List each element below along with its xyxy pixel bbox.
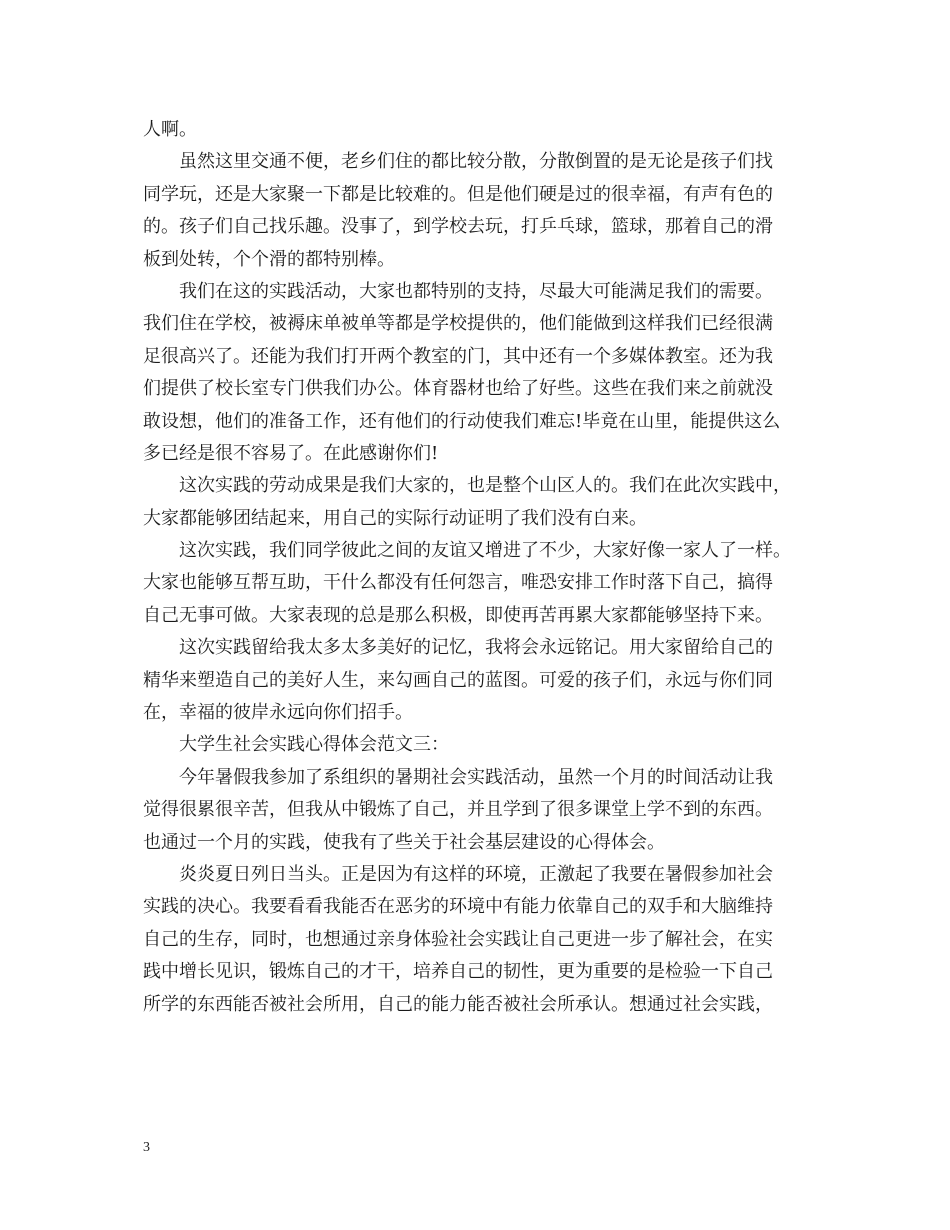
text-line: 的。孩子们自己找乐趣。没事了，到学校去玩，打乒乓球，篮球，那着自己的滑 bbox=[143, 216, 773, 238]
text-line: 觉得很累很辛苦，但我从中锻炼了自己，并且学到了很多课堂上学不到的东西。 bbox=[143, 799, 773, 821]
text-line: 多已经是很不容易了。在此感谢你们! bbox=[143, 442, 439, 464]
text-line: 我们住在学校，被褥床单被单等都是学校提供的，他们能做到这样我们已经很满 bbox=[143, 313, 773, 335]
text-line: 大家也能够互帮互助，干什么都没有任何怨言，唯恐安排工作时落下自己，搞得 bbox=[143, 572, 773, 594]
text-line: 这次实践，我们同学彼此之间的友谊又增进了不少，大家好像一家人了一样。 bbox=[179, 540, 791, 562]
text-line: 今年暑假我参加了系组织的暑期社会实践活动，虽然一个月的时间活动让我 bbox=[179, 766, 773, 788]
text-line: 大学生社会实践心得体会范文三： bbox=[179, 734, 449, 756]
text-line: 这次实践留给我太多太多美好的记忆，我将会永远铭记。用大家留给自己的 bbox=[179, 637, 773, 659]
body-text bbox=[143, 114, 823, 1021]
text-line: 践中增长见识，锻炼自己的才干，培养自己的韧性，更为重要的是检验一下自己 bbox=[143, 961, 773, 983]
text-line: 足很高兴了。还能为我们打开两个教室的门，其中还有一个多媒体教室。还为我 bbox=[143, 345, 773, 367]
text-line: 同学玩，还是大家聚一下都是比较难的。但是他们硬是过的很幸福，有声有色的 bbox=[143, 183, 773, 205]
text-line: 大家都能够团结起来，用自己的实际行动证明了我们没有白来。 bbox=[143, 507, 647, 529]
text-line: 板到处转，个个滑的都特别棒。 bbox=[143, 248, 395, 270]
text-line: 自己的生存，同时，也想通过亲身体验社会实践让自己更进一步了解社会，在实 bbox=[143, 928, 773, 950]
text-line: 这次实践的劳动成果是我们大家的，也是整个山区人的。我们在此次实践中， bbox=[179, 475, 791, 497]
text-line: 虽然这里交通不便，老乡们住的都比较分散，分散倒置的是无论是孩子们找 bbox=[179, 151, 773, 173]
text-line: 实践的决心。我要看看我能否在恶劣的环境中有能力依靠自己的双手和大脑维持 bbox=[143, 896, 773, 918]
text-line: 敢设想，他们的准备工作，还有他们的行动使我们难忘!毕竟在山里，能提供这么 bbox=[143, 410, 781, 432]
page-number: 3 bbox=[143, 1140, 150, 1155]
text-line: 炎炎夏日列日当头。正是因为有这样的环境，正激起了我要在暑假参加社会 bbox=[179, 863, 773, 885]
text-line: 们提供了校长室专门供我们办公。体育器材也给了好些。这些在我们来之前就没 bbox=[143, 378, 773, 400]
text-line: 我们在这的实践活动，大家也都特别的支持，尽最大可能满足我们的需要。 bbox=[179, 280, 773, 302]
text-line: 所学的东西能否被社会所用，自己的能力能否被社会所承认。想通过社会实践， bbox=[143, 993, 773, 1015]
text-line: 精华来塑造自己的美好人生，来勾画自己的蓝图。可爱的孩子们，永远与你们同 bbox=[143, 669, 773, 691]
text-line: 在，幸福的彼岸永远向你们招手。 bbox=[143, 702, 413, 724]
text-line: 也通过一个月的实践，使我有了些关于社会基层建设的心得体会。 bbox=[143, 831, 665, 853]
text-line: 自己无事可做。大家表现的总是那么积极，即使再苦再累大家都能够坚持下来。 bbox=[143, 604, 773, 626]
text-line: 人啊。 bbox=[143, 119, 197, 140]
